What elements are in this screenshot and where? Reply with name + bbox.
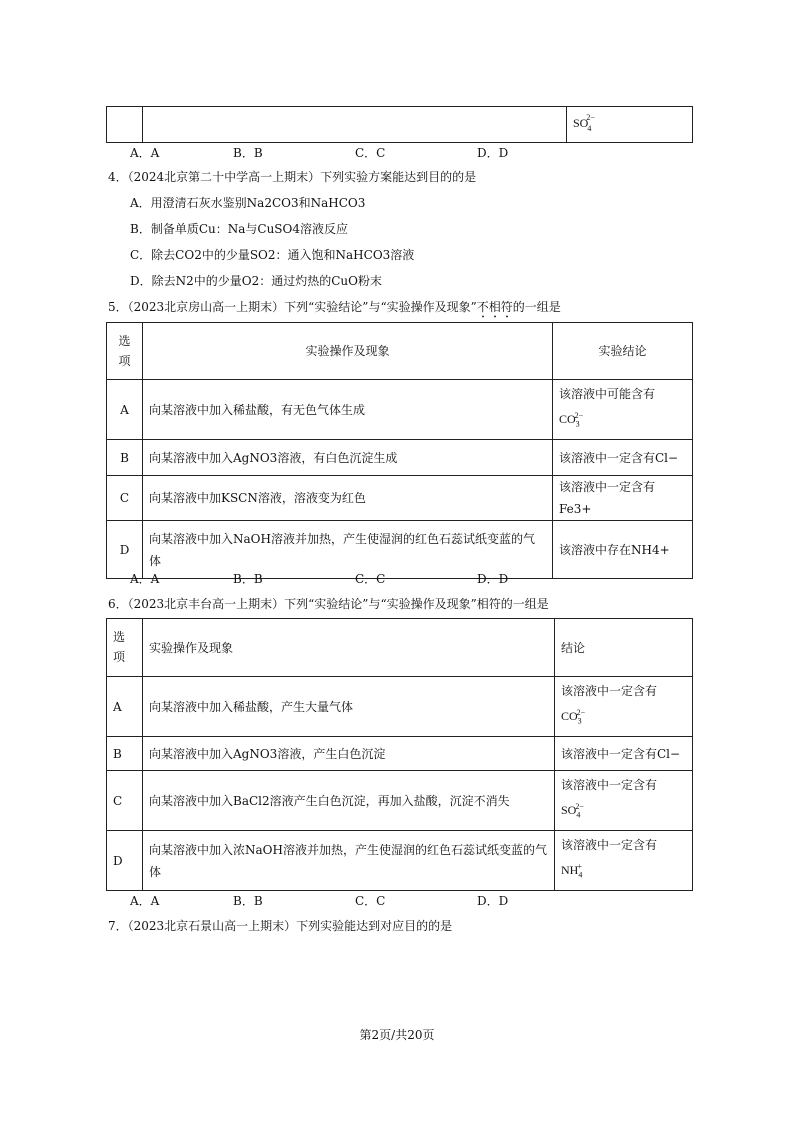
q5-header-option: 选项 [107, 323, 143, 380]
q5-row-b-operation: 向某溶液中加入AgNO3溶液，有白色沉淀生成 [143, 440, 553, 476]
table-row [107, 771, 693, 831]
q7-stem: 7．（2023北京石景山高一上期末）下列实验能达到对应目的的是 [108, 919, 453, 933]
q6-row-c-operation: 向某溶液中加入BaCl2溶液产生白色沉淀，再加入盐酸，沉淀不消失 [143, 771, 555, 831]
q5-option-c[interactable]: C．C [355, 572, 386, 586]
q6-option-b[interactable]: B．B [233, 894, 263, 908]
q6-row-a-operation: 向某溶液中加入稀盐酸，产生大量气体 [143, 677, 555, 737]
q6-row-c-option: C [107, 771, 143, 831]
q6-row-d-operation: 向某溶液中加入浓NaOH溶液并加热，产生使湿润的红色石蕊试纸变蓝的气体 [143, 831, 555, 891]
q5-option-d[interactable]: D．D [477, 572, 509, 586]
q3-table-fragment [106, 106, 693, 143]
q3-option-d[interactable]: D．D [477, 146, 509, 160]
q4-choice-d[interactable]: D．除去N2中的少量O2：通过灼热的CuO粉末 [130, 274, 382, 288]
q5-stem-emphasis: 不相符 [476, 300, 513, 314]
table-row [107, 521, 693, 579]
table-row [107, 737, 693, 771]
q6-header-conclusion: 结论 [555, 619, 693, 677]
q3-option-b[interactable]: B．B [233, 146, 263, 160]
q5-row-c-operation: 向某溶液中加KSCN溶液，溶液变为红色 [143, 476, 553, 521]
q6-option-c[interactable]: C．C [355, 894, 386, 908]
q6-option-a[interactable]: A．A [130, 894, 160, 908]
q5-row-b-conclusion: 该溶液中一定含有Cl− [553, 440, 693, 476]
q3-option-c[interactable]: C．C [355, 146, 386, 160]
q6-header-option: 选项 [107, 619, 143, 677]
q6-header-row [107, 619, 693, 677]
table-row [107, 677, 693, 737]
q6-stem: 6．（2023北京丰台高一上期末）下列“实验结论”与“实验操作及现象”相符的一组是 [108, 597, 549, 611]
table-row [107, 476, 693, 521]
q6-row-c-conclusion: 该溶液中一定含有 $SO_4^{2-}$ [555, 771, 693, 831]
q5-row-b-option: B [107, 440, 143, 476]
q3-cell-empty-1 [107, 107, 143, 143]
q6-row-b-conclusion: 该溶液中一定含有Cl− [555, 737, 693, 771]
table-row [107, 380, 693, 440]
q5-header-conclusion: 实验结论 [553, 323, 693, 380]
q4-choice-c[interactable]: C．除去CO2中的少量SO2：通入饱和NaHCO3溶液 [130, 248, 415, 262]
q5-option-b[interactable]: B．B [233, 572, 263, 586]
q4-choice-a[interactable]: A．用澄清石灰水鉴别Na2CO3和NaHCO3 [130, 196, 366, 210]
q5-row-d-conclusion: 该溶液中存在NH4+ [553, 521, 693, 579]
q5-header-operation: 实验操作及现象 [143, 323, 553, 380]
q3-cell-empty-2 [143, 107, 567, 143]
q5-stem [108, 298, 561, 321]
q6-row-b-option: B [107, 737, 143, 771]
q6-row-a-option: A [107, 677, 143, 737]
q5-row-c-conclusion: 该溶液中一定含有Fe3+ [553, 476, 693, 521]
q6-row-a-conclusion: 该溶液中一定含有 $CO_3^{2-}$ [555, 677, 693, 737]
q5-stem-tail: 的一组是 [512, 300, 561, 314]
q5-header-row [107, 323, 693, 380]
table-row [107, 831, 693, 891]
q5-row-a-operation: 向某溶液中加入稀盐酸，有无色气体生成 [143, 380, 553, 440]
q5-option-a[interactable]: A．A [130, 572, 160, 586]
table-row [107, 440, 693, 476]
q6-header-operation: 实验操作及现象 [143, 619, 555, 677]
q6-row-b-operation: 向某溶液中加入AgNO3溶液，产生白色沉淀 [143, 737, 555, 771]
page-number-footer: 第2页/共20页 [359, 1028, 435, 1042]
q5-row-d-option: D [107, 521, 143, 579]
q3-cell-ion: $SO_4^{2-}$ [567, 107, 693, 143]
q6-option-d[interactable]: D．D [477, 894, 509, 908]
q4-choice-b[interactable]: B．制备单质Cu：Na与CuSO4溶液反应 [130, 222, 348, 236]
q5-row-c-option: C [107, 476, 143, 521]
q5-row-d-operation: 向某溶液中加入NaOH溶液并加热，产生使湿润的红色石蕊试纸变蓝的气体 [143, 521, 553, 579]
q3-option-a[interactable]: A．A [130, 146, 160, 160]
q6-row-d-option: D [107, 831, 143, 891]
q5-row-a-option: A [107, 380, 143, 440]
q5-table [106, 322, 693, 579]
q6-row-d-conclusion: 该溶液中一定含有 $NH_4^+$ [555, 831, 693, 891]
q5-row-a-conclusion: 该溶液中可能含有 $CO_3^{2-}$ [553, 380, 693, 440]
q4-stem: 4．（2024北京第二十中学高一上期末）下列实验方案能达到目的的是 [108, 170, 477, 184]
q5-stem-text: 5．（2023北京房山高一上期末）下列“实验结论”与“实验操作及现象” [108, 300, 477, 314]
q6-table [106, 618, 693, 891]
